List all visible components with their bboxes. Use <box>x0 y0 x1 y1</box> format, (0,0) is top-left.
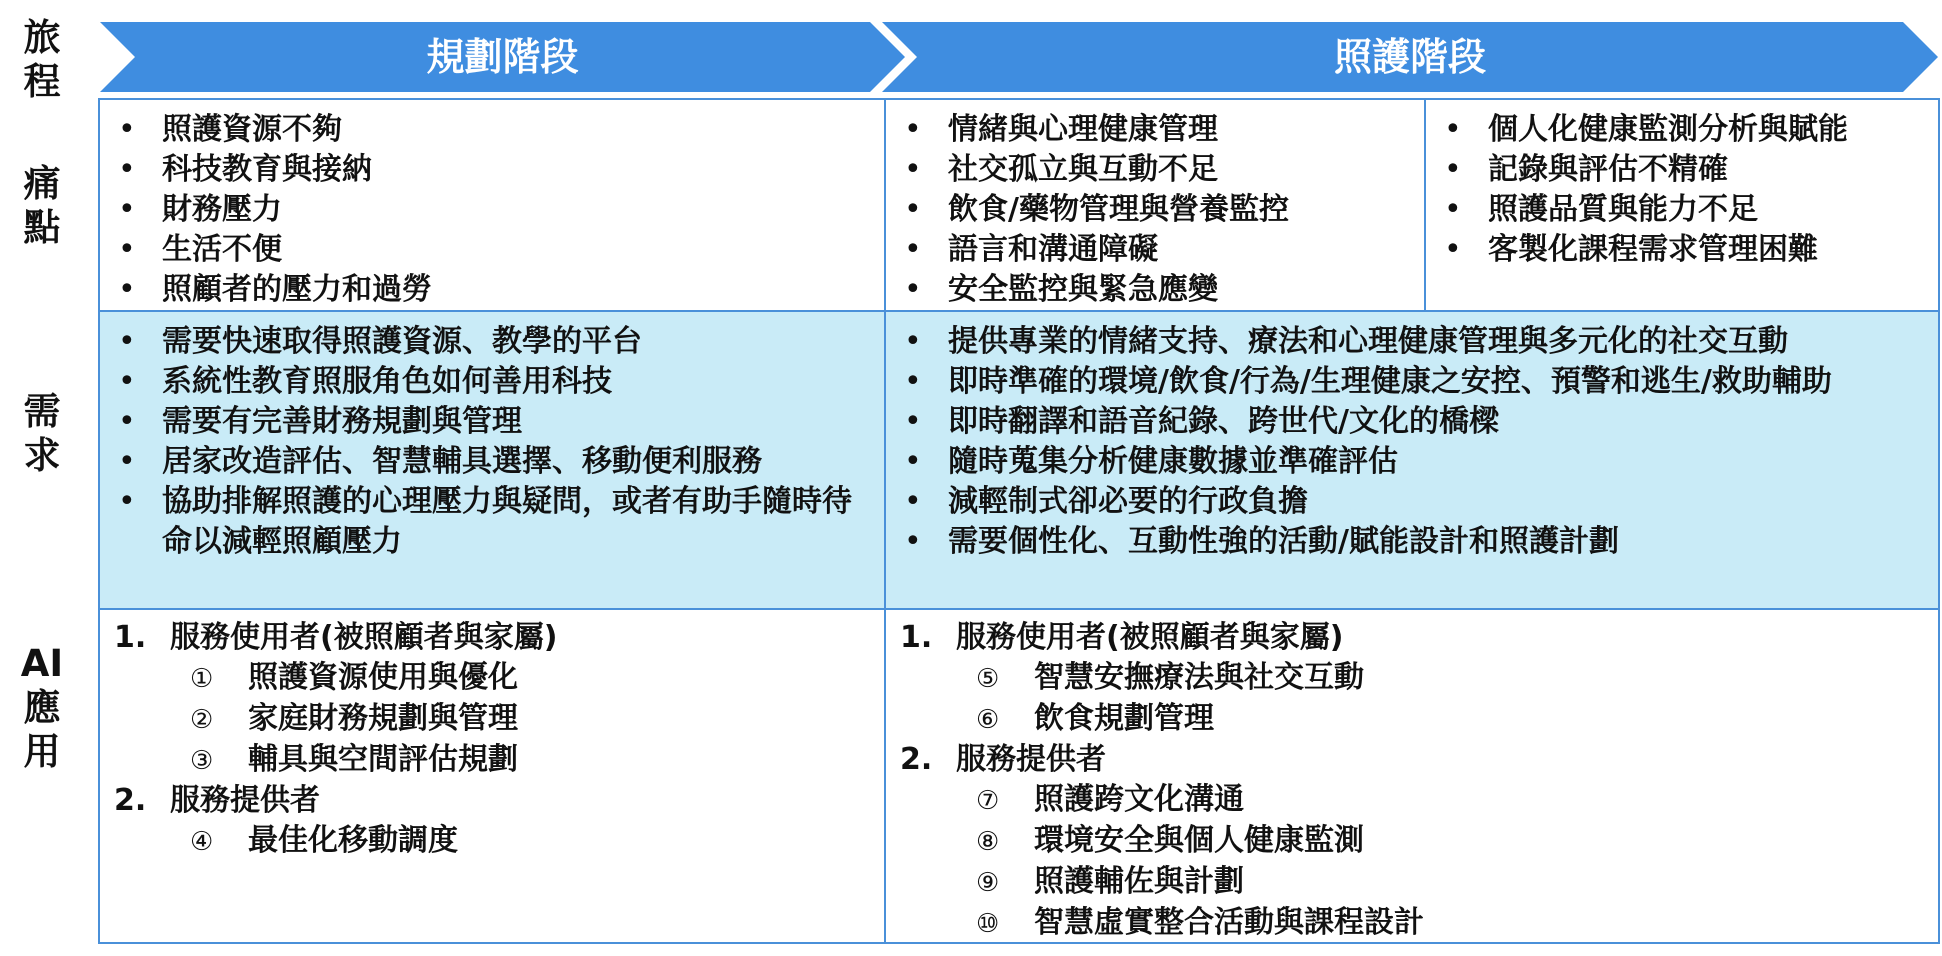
ai-item <box>896 903 1928 944</box>
list-item: • 客製化課程需求管理困難 <box>1436 230 1928 270</box>
list-item: • 需要個性化、互動性強的活動/賦能設計和照護計劃 <box>896 522 1928 562</box>
list-item: • 即時翻譯和語音紀錄、跨世代/文化的橋樑 <box>896 402 1928 442</box>
list-item: • 語言和溝通障礙 <box>896 230 1414 270</box>
ai-item <box>896 699 1928 740</box>
ai-item-label: 智慧安撫療法與社交互動 <box>1034 660 1364 695</box>
group-label: 服務使用者(被照顧者與家屬) <box>170 620 558 655</box>
row-label-needs <box>0 390 84 478</box>
ai-item-label: 照護輔佐與計劃 <box>1034 864 1244 899</box>
row-label-ai-char: 用 <box>23 730 61 773</box>
ai-item <box>896 780 1928 821</box>
list-item: • 生活不便 <box>110 230 874 270</box>
circled-number: ⑧ <box>976 827 1000 857</box>
pain-cell-planning <box>98 98 886 312</box>
list-item: • 照護品質與能力不足 <box>1436 190 1928 230</box>
ai-item-label: 環境安全與個人健康監測 <box>1034 823 1364 858</box>
ai-group-title <box>896 740 1928 780</box>
circled-number: ④ <box>190 827 214 857</box>
list-item: • 減輕制式卻必要的行政負擔 <box>896 482 1928 522</box>
list-item: • 社交孤立與互動不足 <box>896 150 1414 190</box>
ai-cell-care <box>884 608 1940 944</box>
ai-item <box>110 821 874 862</box>
list-item: • 照護資源不夠 <box>110 110 874 150</box>
ai-item-label: 家庭財務規劃與管理 <box>248 701 518 736</box>
list-item: • 即時準確的環境/飲食/行為/生理健康之安控、預警和逃生/救助輔助 <box>896 362 1928 402</box>
list-item: • 情緒與心理健康管理 <box>896 110 1414 150</box>
ai-item-label: 飲食規劃管理 <box>1034 701 1214 736</box>
ai-group-title <box>110 618 874 658</box>
need-cell-planning <box>98 310 886 610</box>
list-item: • 隨時蒐集分析健康數據並準確評估 <box>896 442 1928 482</box>
stage-label-care: 照護階段 <box>1333 35 1486 79</box>
list-item: • 記錄與評估不精確 <box>1436 150 1928 190</box>
ai-item <box>110 740 874 781</box>
ai-item-label: 智慧虛實整合活動與課程設計 <box>1034 905 1424 940</box>
group-number: 1. <box>900 620 933 655</box>
ai-item <box>896 862 1928 903</box>
list-item: • 居家改造評估、智慧輔具選擇、移動便利服務 <box>110 442 874 482</box>
circled-number: ⑥ <box>976 705 1000 735</box>
list-item: • 飲食/藥物管理與營養監控 <box>896 190 1414 230</box>
list-item: • 安全監控與緊急應變 <box>896 270 1414 310</box>
pain-list-planning <box>110 110 874 310</box>
circled-number: ⑨ <box>976 868 1000 898</box>
need-list-planning <box>110 322 874 562</box>
group-label: 服務使用者(被照顧者與家屬) <box>956 620 1344 655</box>
ai-item-label: 輔具與空間評估規劃 <box>248 742 518 777</box>
circled-number: ⑦ <box>976 786 1000 816</box>
circled-number: ⑤ <box>976 664 1000 694</box>
row-label-pain-points <box>0 162 84 250</box>
group-number: 2. <box>900 742 933 777</box>
pain-list-care-right <box>1436 110 1928 270</box>
need-list-care <box>896 322 1928 562</box>
pain-cell-care-left <box>884 98 1426 312</box>
row-label-need-char: 求 <box>23 434 61 477</box>
list-item: • 需要快速取得照護資源、教學的平台 <box>110 322 874 362</box>
group-number: 2. <box>114 783 147 818</box>
ai-item <box>896 821 1928 862</box>
ai-item <box>110 658 874 699</box>
list-item: • 系統性教育照服角色如何善用科技 <box>110 362 874 402</box>
list-item: • 財務壓力 <box>110 190 874 230</box>
row-label-pain-char: 痛 <box>23 162 61 205</box>
list-item: • 個人化健康監測分析與賦能 <box>1436 110 1928 150</box>
row-label-journey-char: 程 <box>23 60 61 103</box>
list-item: • 科技教育與接納 <box>110 150 874 190</box>
pain-cell-care-right <box>1424 98 1940 312</box>
row-label-ai-char: AI <box>20 642 64 685</box>
group-number: 1. <box>114 620 147 655</box>
circled-number: ① <box>190 664 214 694</box>
row-label-journey-char: 旅 <box>23 16 61 59</box>
ai-cell-planning <box>98 608 886 944</box>
ai-item <box>896 658 1928 699</box>
ai-group-title <box>896 618 1928 658</box>
row-label-need-char: 需 <box>23 390 61 433</box>
list-item: • 需要有完善財務規劃與管理 <box>110 402 874 442</box>
list-item: • 協助排解照護的心理壓力與疑問，或者有助手隨時待命以減輕照顧壓力 <box>110 482 874 562</box>
ai-item-label: 照護資源使用與優化 <box>248 660 518 695</box>
circled-number: ⑩ <box>976 909 1000 939</box>
need-cell-care <box>884 310 1940 610</box>
row-label-ai-char: 應 <box>23 686 61 729</box>
stage-label-planning: 規劃階段 <box>426 35 579 79</box>
ai-group-title <box>110 781 874 821</box>
group-label: 服務提供者 <box>956 742 1106 777</box>
ai-item <box>110 699 874 740</box>
ai-item-label: 最佳化移動調度 <box>248 823 458 858</box>
list-item: • 提供專業的情緒支持、療法和心理健康管理與多元化的社交互動 <box>896 322 1928 362</box>
row-label-pain-char: 點 <box>23 206 61 249</box>
circled-number: ② <box>190 705 214 735</box>
list-item: • 照顧者的壓力和過勞 <box>110 270 874 310</box>
row-label-ai-applications <box>0 642 84 774</box>
ai-item-label: 照護跨文化溝通 <box>1034 782 1244 817</box>
group-label: 服務提供者 <box>170 783 320 818</box>
circled-number: ③ <box>190 746 214 776</box>
pain-list-care-left <box>896 110 1414 310</box>
